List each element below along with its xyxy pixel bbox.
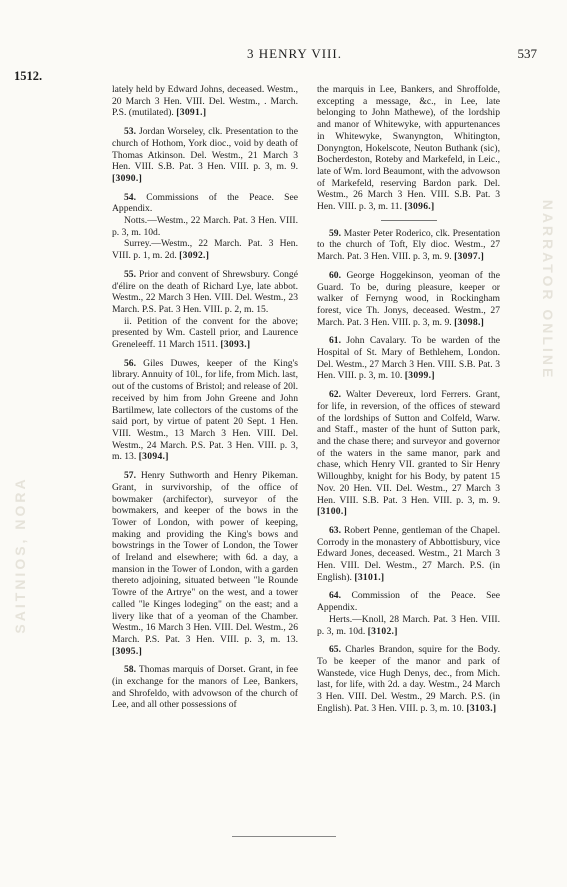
entry-subitem-text: Notts.—Westm., 22 March. Pat. 3 Hen. VIII. p. 3, m. 10d. [112,215,298,238]
entry-number: 53. [124,126,136,138]
entry-body: lately held by Edward Johns, deceased. Westm., 20 March 3 Hen. VIII. Del. Westm., . March. P.S. (mutilated). [112,84,298,119]
entry-reference: [3097.] [454,251,485,263]
entry-number: 54. [124,191,136,203]
page-number: 537 [517,46,537,61]
entry-reference: [3093.] [220,339,251,351]
entry-body: Giles Duwes, keeper of the King's library. Annuity of 10l., for life, from Mich. last, out of the customs of Bristol; and release of 20l. received by him from John Greene and John Bartilmew, late collectors of the customs of the said port, by virtue of patent 20 Sept. 1 Hen. VIII. Westm., 13 March 3 Hen. VIII. Del. Westm., 24 March. P.S. Pat. 3 Hen. VIII. p. 3, m. 13. [112,357,298,463]
entry-reference: [3101.] [354,571,385,583]
entry-subitem-text: Herts.—Knoll, 28 March. Pat. 3 Hen. VIII. p. 3, m. 10d. [317,613,500,637]
left-watermark-text: SAITNIOS, NORA [12,476,28,634]
entry-subitem-text: ii. Petition of the convent for the above; presented by Wm. Castell prior, and Laurence Greneleeff. 11 March 1511. [112,315,298,351]
right-column [317,84,500,721]
entry-number: 62. [329,389,341,401]
right-watermark-text: NARRATOR ONLINE [540,199,556,381]
entry-body: Walter Devereux, lord Ferrers. Grant, for life, in reversion, of the offices of steward of the lordships of Sutton and Colfeld, Warw. and Staff., master of the hunt of Sutton park, and the chase there; and surveyor and governor of the waters in the same manor, park and chase, which Henry VII. granted to Sir Henry Willoughby, knight for his Body, by patent 15 Nov. 20 Hen. VII. Del. Westm., 27 March 3 Hen. VIII. S.B. Pat. 3 Hen. VIII. p. 3, m. 9. [317,389,500,506]
entry-text [317,270,500,329]
entry-reference: [3096.] [404,201,435,213]
entry-reference: [3100.] [317,506,348,518]
entry-subitem [317,614,500,637]
entry-reference: [3098.] [454,316,485,328]
entry-body: Jordan Worseley, clk. Presentation to the church of Hothom, York dioc., void by death of Thomas Atkinson. Del. Westm., 21 March 3 Hen. VIII. S.B. Pat. 3 Hen. VIII. p. 3, m. 9. [112,126,298,173]
entry-number: 64. [329,590,341,602]
footer-rule [232,836,336,837]
entry-text [317,389,500,518]
calendar-entry [317,389,500,518]
entry-subitem [112,238,298,261]
entry-text [112,664,298,711]
calendar-entry [112,358,298,463]
entry-body: Prior and convent of Shrewsbury. Congé d'élire on the death of Richard Lye, late abbot. Westm., 22 March 3 Hen. VIII. Del. Westm., 23 March. P.S. Pat. 3 Hen. VIII. p. 2, m. 15. [112,268,298,315]
entry-text [112,358,298,463]
entry-body: Commissions of the Peace. See Appendix. [112,191,299,215]
calendar-entry [112,84,298,119]
entry-number: 65. [329,644,341,656]
entry-body: Robert Penne, gentleman of the Chapel. Corrody in the monastery of Abbottisbury, vice Edward Jones, deceased. Westm., 21 March 3 Hen. VIII. Del. Westm., 27 March. P.S. (in English). [317,524,500,583]
entry-reference: [3092.] [179,250,210,262]
left-column [112,84,298,718]
entry-text [317,84,500,213]
calendar-entry [317,228,500,263]
entry-reference: [3095.] [112,645,143,657]
entry-subitem [112,316,298,351]
entry-reference: [3103.] [466,702,497,714]
entry-number: 63. [329,524,341,536]
entry-body: Commission of the Peace. See Appendix. [317,590,500,614]
entry-text [317,525,500,584]
entry-number: 57. [124,470,136,482]
entry-body: Master Peter Roderico, clk. Presentation to the church of Toft, Ely dioc. Westm., 27 March. Pat. 3 Hen. VIII. p. 3, m. 9. [317,227,500,263]
left-watermark [12,440,34,670]
entry-text [112,84,298,119]
calendar-entry [112,470,298,657]
entry-text [112,269,298,316]
calendar-entry [112,126,298,185]
entry-text [112,470,298,657]
entry-number: 55. [124,268,136,280]
entry-text [112,192,298,215]
entry-body: Charles Brandon, squire for the Body. To be keeper of the manor and park of Wanstede, vice Hugh Denys, dec., from Mich. last, for life, with 2d. a day. Westm., 24 March 3 Hen. VIII. Del. Westm., 29 March. P.S. (in English). Pat. 3 Hen. VIII. p. 3, m. 10. [317,644,501,714]
entry-divider [381,220,437,221]
entry-text [317,590,500,613]
calendar-entry [317,590,500,637]
calendar-entry [112,269,298,351]
entry-body: Henry Suthworth and Henry Pikeman. Grant, in survivorship, of the office of bowmaker (archifector), surveyor of the bowmakers, and keeper of the bows in the Tower of London, with power of keeping, making and providing the King's bows and bowstrings in the Tower of London, the Tower of Ireland and elsewhere; with 6d. a day, a mansion in the Tower of London, with a garden thereto adjoining, situated between "le Rounde Towre of the Artrye" on the west, and a tower called "le Kinges lodeging" on the east; and a livery like that of a yeoman of the Chamber. Westm., 16 March 3 Hen. VIII. Del. Westm., 26 March. P.S. Pat. 3 Hen. VIII. p. 3, m. 13. [112,470,298,645]
entry-number: 58. [124,664,136,676]
running-title: 3 HENRY VIII. [247,46,342,61]
entry-text [112,126,298,185]
entry-reference: [3091.] [176,107,207,119]
entry-reference: [3099.] [404,370,435,382]
calendar-entry [317,644,500,714]
entry-body: George Hoggekinson, yeoman of the Guard. To be, during pleasure, keeper or walker of Fernyng wood, in Rockingham forest, vice Th. Jonys, deceased. Westm., 27 March. Pat. 3 Hen. VIII. p. 3, m. 9. [317,269,500,328]
entry-number: 61. [329,335,341,347]
entry-number: 60. [329,269,341,281]
entry-body: John Cavalary. To be warden of the Hospital of St. Mary of Bethlehem, London. Del. Westm., 27 March 3 Hen. VIII. S.B. Pat. 3 Hen. VIII. p. 3, m. 10. [317,335,501,382]
entry-number: 56. [124,357,136,369]
calendar-entry [112,192,298,262]
margin-year: 1512. [14,69,43,83]
entry-reference: [3090.] [112,172,143,184]
right-watermark [532,140,556,440]
entry-text [317,335,500,382]
entry-subitem [112,215,298,238]
calendar-entry [112,664,298,711]
calendar-entry [317,84,500,213]
entry-reference: [3102.] [367,625,398,637]
page-header [0,0,567,62]
entry-reference: [3094.] [138,451,169,463]
entry-body: the marquis in Lee, Bankers, and Shroffolde, excepting a message, &c., in Lee, late belonging to John Mathewe), of the lordship and manor of Whitewyke, with appurtenances in Whitewyke, Swanyngton, Whitington, Donyngton, Hokelscote, Neuton Buthank (sic), Bocherdeston, Roteby and Markefeld, in Leic., late of Wm. lord Beaumont, with the advowson of Markefeld, reserving Bardon park. Del. Westm., 26 March 3 Hen. VIII. S.B. Pat. 3 Hen. VIII. p. 3, m. 11. [317,84,500,213]
entry-body: Thomas marquis of Dorset. Grant, in fee (in exchange for the manors of Lee, Bankers, and Shrofeldo, with advowson of the church of Lee, and all other possessions of [112,664,298,711]
entry-number: 59. [329,227,341,239]
calendar-entry [317,525,500,584]
entry-text [317,228,500,263]
calendar-entry [317,335,500,382]
calendar-entry [317,270,500,329]
entry-text [317,644,500,714]
entry-subitem-text: Surrey.—Westm., 22 March. Pat. 3 Hen. VIII. p. 1, m. 2d. [112,238,298,262]
